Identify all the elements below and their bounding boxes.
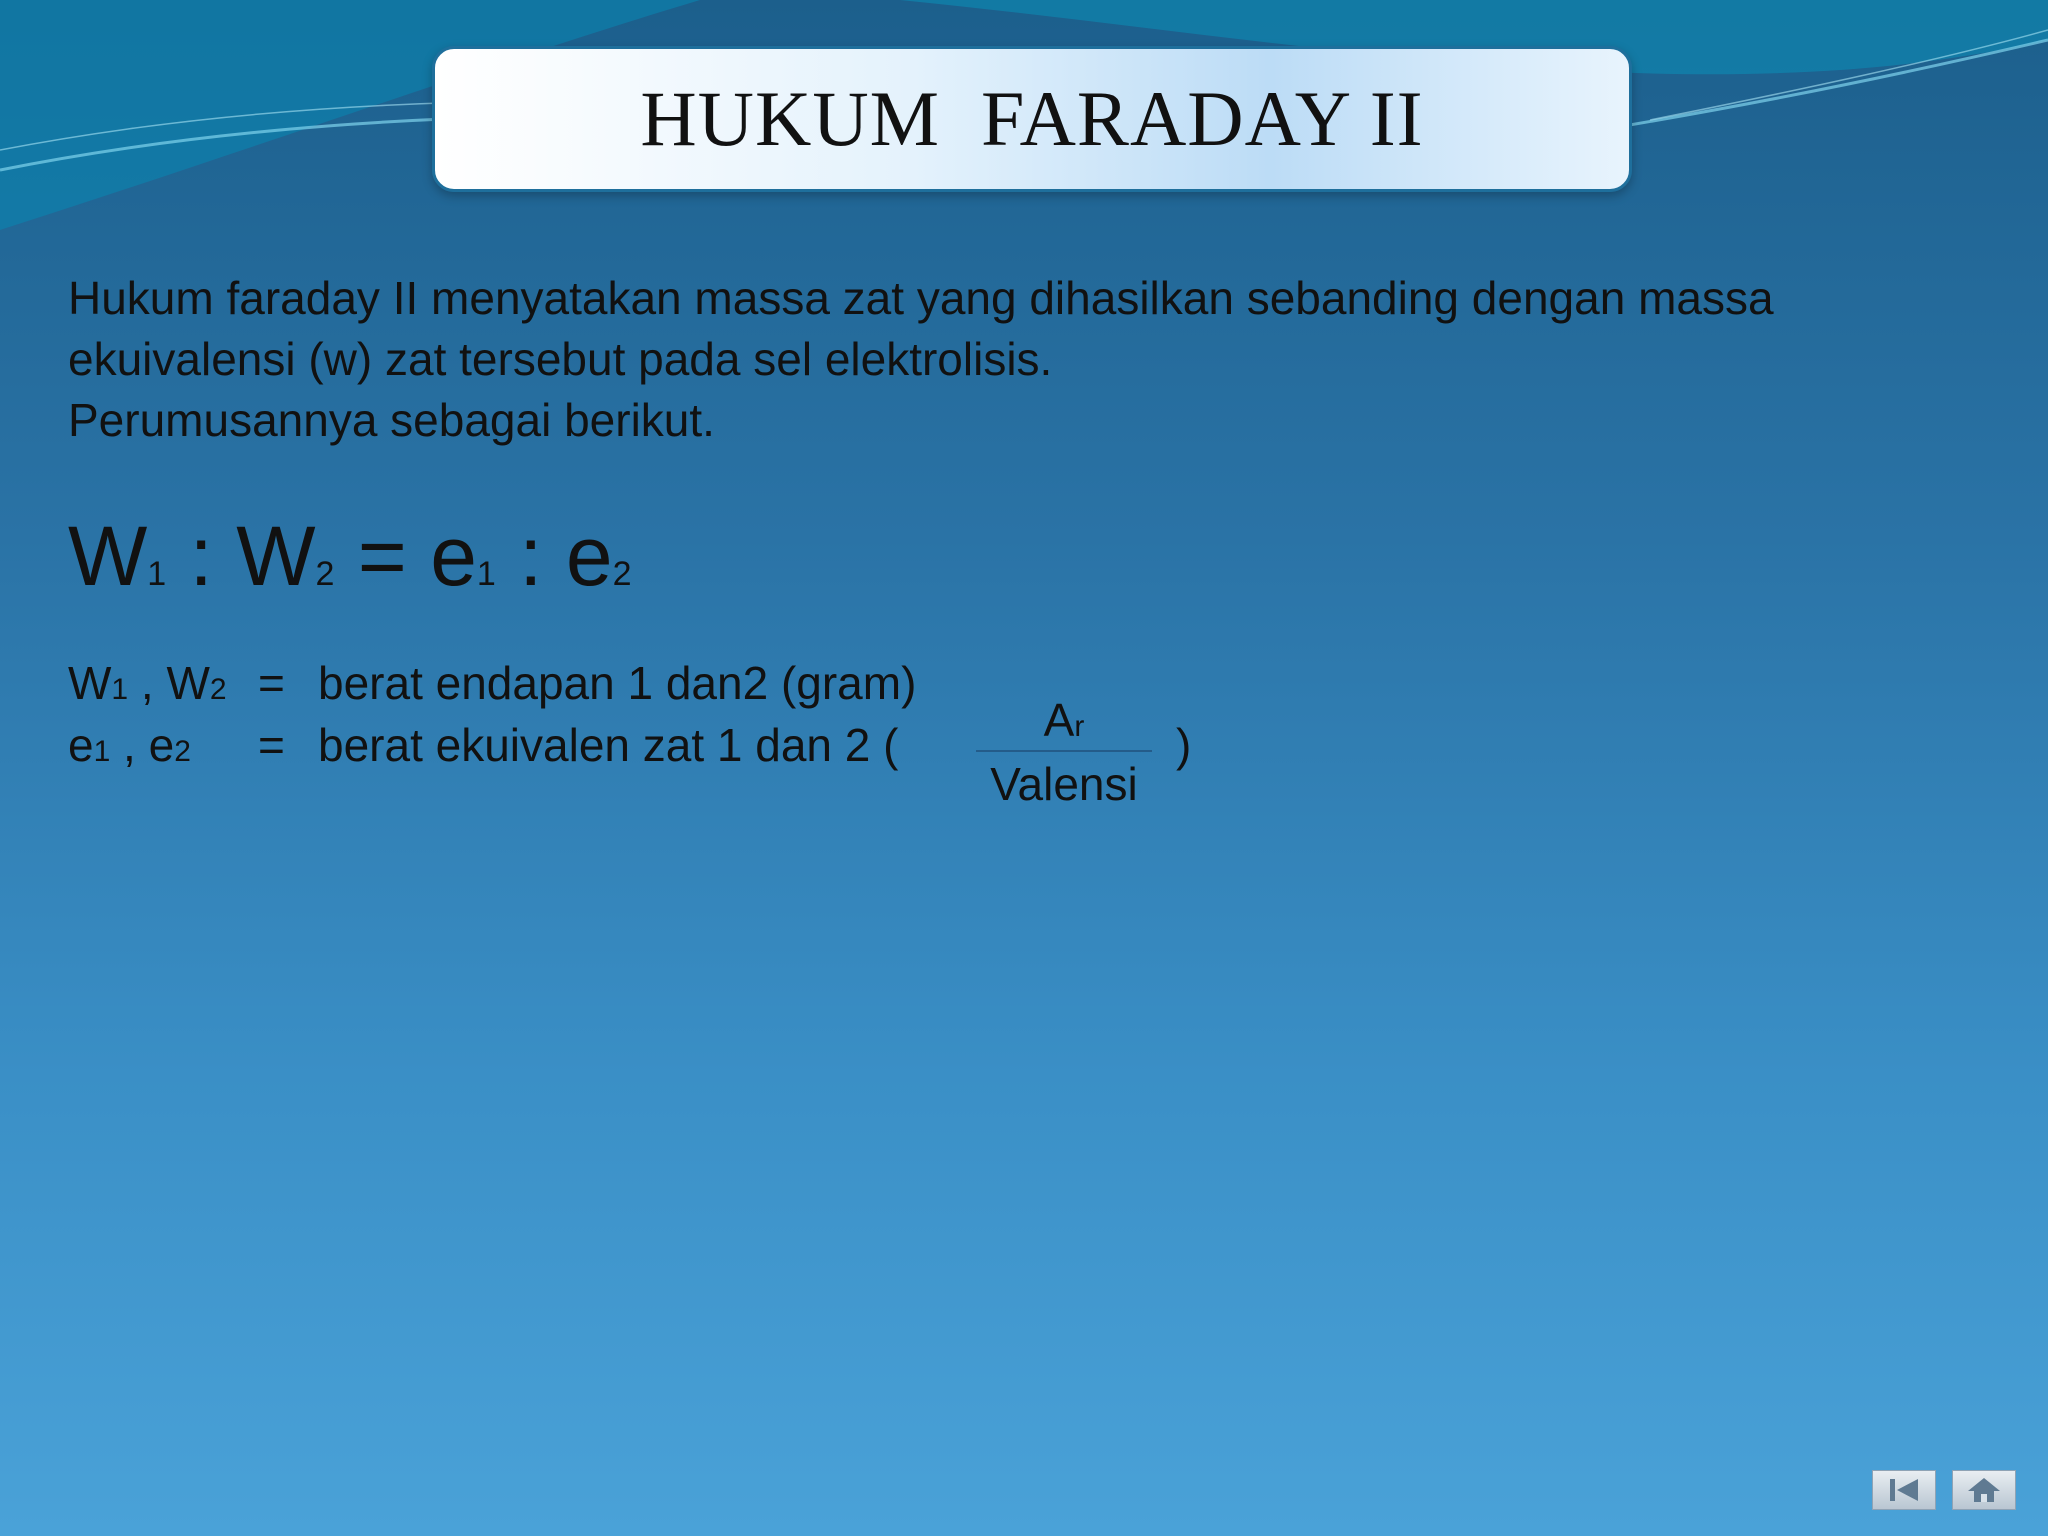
definition-equals: = — [258, 657, 285, 709]
title-banner — [432, 46, 1632, 192]
definition-equals: = — [258, 719, 285, 771]
definition-description: berat ekuivalen zat 1 dan 2 ( — [318, 719, 899, 771]
paragraph-line: ekuivalensi (w) zat tersebut pada sel elektrolisis. — [68, 333, 1053, 385]
paragraph-line: Perumusannya sebagai berikut. — [68, 394, 715, 446]
body-paragraph — [68, 268, 2008, 451]
fraction-bar — [976, 750, 1152, 752]
formula-sub: 2 — [315, 555, 335, 593]
formula-colon: : — [166, 509, 237, 603]
formula-sub: 1 — [476, 555, 496, 593]
formula-equals: = — [334, 509, 431, 603]
formula-w2: W — [236, 509, 316, 603]
closing-parenthesis: ) — [1176, 719, 1192, 771]
slide-title: HUKUM FARADAY II — [640, 75, 1424, 162]
ar-over-valensi-fraction — [976, 692, 1152, 812]
formula-colon: : — [495, 509, 566, 603]
fraction-denominator: Valensi — [990, 758, 1138, 810]
formula-sub: 1 — [147, 555, 167, 593]
definition-description: berat endapan 1 dan2 (gram) — [318, 657, 917, 709]
previous-slide-button[interactable] — [1872, 1470, 1936, 1510]
formula-e2: e — [565, 509, 613, 603]
paragraph-line: Hukum faraday II menyatakan massa zat yang dihasilkan sebanding dengan massa — [68, 272, 1774, 324]
definition-term: W1 , W2 — [68, 657, 227, 709]
skip-back-icon — [1884, 1475, 1924, 1505]
formula-w1: W — [68, 509, 148, 603]
faraday-formula — [68, 508, 631, 605]
fraction-numerator: Ar — [1043, 694, 1085, 746]
home-button[interactable] — [1952, 1470, 2016, 1510]
home-icon — [1964, 1475, 2004, 1505]
definition-term: e1 , e2 — [68, 719, 191, 771]
formula-sub: 2 — [612, 555, 632, 593]
formula-e1: e — [430, 509, 477, 603]
definition-row-weight — [68, 656, 917, 710]
definition-row-equivalent — [68, 718, 899, 772]
